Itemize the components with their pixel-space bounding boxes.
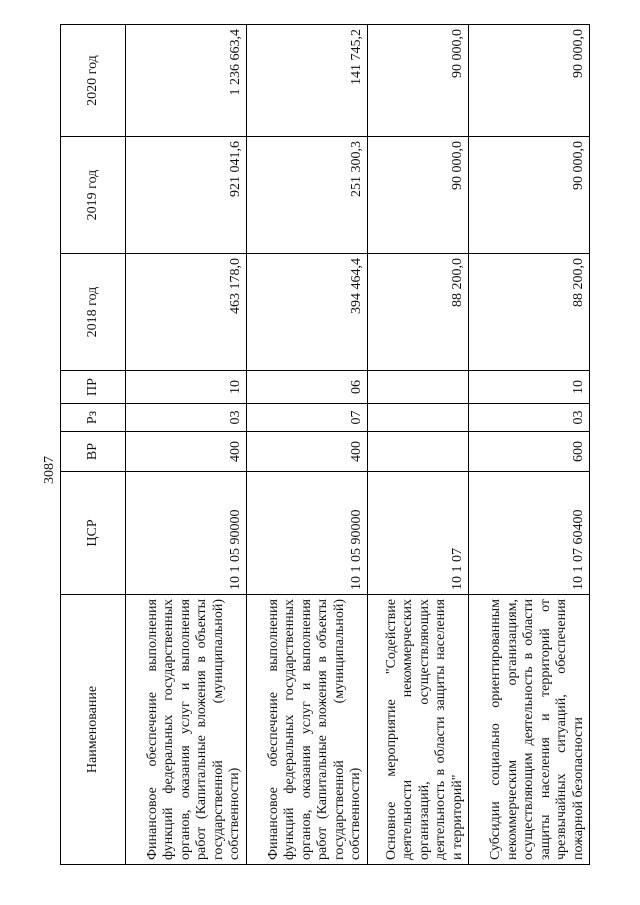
row-name: Финансовое обеспечение выполнения функций федеральных государственных органов, оказания услуг и выполнения работ (Капитальные вложения в объекты государственной (муниципальной) собственности) bbox=[246, 595, 367, 865]
row-vr: 600 bbox=[469, 432, 590, 472]
row-vr bbox=[367, 432, 469, 472]
row-2019: 921 041,6 bbox=[126, 137, 247, 254]
row-name: Основное мероприятие "Содействие деятельности некоммерческих организаций, осуществляющих деятельность в области защиты населения и территорий" bbox=[367, 595, 469, 865]
row-csr: 10 1 05 90000 bbox=[126, 472, 247, 595]
row-csr: 10 1 07 60400 bbox=[469, 472, 590, 595]
row-2020: 90 000,0 bbox=[469, 25, 590, 137]
budget-table bbox=[60, 24, 590, 865]
table-header-row bbox=[61, 25, 126, 865]
row-2019: 90 000,0 bbox=[367, 137, 469, 254]
table-row bbox=[367, 25, 469, 865]
row-rz bbox=[367, 404, 469, 432]
page-number: 3087 bbox=[42, 456, 57, 484]
header-vr: ВР bbox=[61, 432, 126, 472]
table-row bbox=[246, 25, 367, 865]
row-pr bbox=[367, 371, 469, 404]
row-2018: 88 200,0 bbox=[367, 254, 469, 371]
header-rz: Рз bbox=[61, 404, 126, 432]
row-csr: 10 1 07 bbox=[367, 472, 469, 595]
header-csr: ЦСР bbox=[61, 472, 126, 595]
row-2018: 88 200,0 bbox=[469, 254, 590, 371]
row-csr: 10 1 05 90000 bbox=[246, 472, 367, 595]
row-2020: 90 000,0 bbox=[367, 25, 469, 137]
header-2018: 2018 год bbox=[61, 254, 126, 371]
row-pr: 10 bbox=[126, 371, 247, 404]
row-2018: 394 464,4 bbox=[246, 254, 367, 371]
header-pr: ПР bbox=[61, 371, 126, 404]
table-row bbox=[469, 25, 590, 865]
budget-table-rotated bbox=[60, 25, 590, 865]
row-vr: 400 bbox=[246, 432, 367, 472]
header-2019: 2019 год bbox=[61, 137, 126, 254]
row-rz: 03 bbox=[126, 404, 247, 432]
row-2020: 141 745,2 bbox=[246, 25, 367, 137]
row-2020: 1 236 663,4 bbox=[126, 25, 247, 137]
row-name: Субсидии социально ориентированным некоммерческим организациям, осуществляющим деятельность в области защиты населения и территорий от чрезвычайных ситуаций, обеспечения пожарной безопасности bbox=[469, 595, 590, 865]
row-pr: 10 bbox=[469, 371, 590, 404]
header-name: Наименование bbox=[61, 595, 126, 865]
row-2019: 251 300,3 bbox=[246, 137, 367, 254]
row-2019: 90 000,0 bbox=[469, 137, 590, 254]
row-vr: 400 bbox=[126, 432, 247, 472]
row-2018: 463 178,0 bbox=[126, 254, 247, 371]
table-row bbox=[126, 25, 247, 865]
row-pr: 06 bbox=[246, 371, 367, 404]
header-2020: 2020 год bbox=[61, 25, 126, 137]
row-name: Финансовое обеспечение выполнения функций федеральных государственных органов, оказания услуг и выполнения работ (Капитальные вложения в объекты государственной (муниципальной) собственности) bbox=[126, 595, 247, 865]
row-rz: 03 bbox=[469, 404, 590, 432]
row-rz: 07 bbox=[246, 404, 367, 432]
